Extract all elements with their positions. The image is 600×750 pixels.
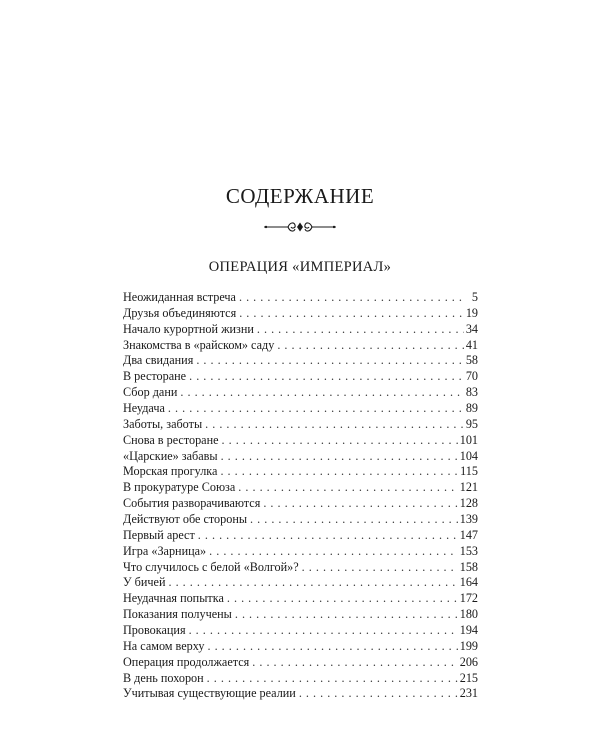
toc-entry-page: 5 (471, 290, 478, 304)
toc-leader-dots (207, 671, 458, 687)
toc-entry[interactable] (123, 417, 478, 433)
toc-leader-dots (227, 591, 458, 607)
toc-leader-dots (209, 544, 458, 560)
toc-entry-title: «Царские» забавы (123, 448, 218, 463)
toc-leader-dots (299, 686, 458, 702)
toc-entry-page: 199 (459, 638, 478, 653)
toc-entry-page: 95 (465, 416, 478, 431)
toc-entry-page: 121 (459, 480, 478, 495)
toc-entry-title: Сбор дани (123, 385, 178, 400)
toc-entry-page: 41 (465, 337, 478, 352)
toc-entry-title: Неожиданная встреча (123, 290, 236, 304)
toc-entry-page: 194 (459, 623, 478, 638)
toc-leader-dots (196, 353, 464, 369)
toc-leader-dots (198, 528, 458, 544)
toc-entry-title: Показания получены (123, 607, 232, 622)
toc-entry-title: В прокуратуре Союза (123, 480, 236, 495)
toc-entry-title: Неудачная попытка (123, 591, 224, 606)
toc-entry-title: Снова в ресторане (123, 432, 219, 447)
toc-entry-page: 89 (465, 401, 478, 416)
toc-entry-title: Учитывая существующие реалии (123, 686, 296, 701)
toc-entry-page: 101 (459, 432, 478, 447)
toc-entry-page: 58 (465, 353, 478, 368)
toc-entry-title: В ресторане (123, 369, 187, 384)
table-of-contents (123, 290, 478, 702)
toc-leader-dots (180, 385, 463, 401)
toc-leader-dots (302, 560, 458, 576)
toc-entry[interactable] (123, 480, 478, 496)
toc-entry-title: События разворачиваются (123, 496, 261, 511)
toc-entry-page: 104 (459, 448, 478, 463)
toc-entry[interactable] (123, 512, 478, 528)
toc-entry[interactable] (123, 449, 478, 465)
toc-entry-page: 34 (465, 321, 478, 336)
toc-entry-page: 115 (460, 464, 478, 479)
toc-entry-page: 172 (459, 591, 478, 606)
toc-entry-title: Первый арест (123, 527, 195, 542)
toc-leader-dots (239, 290, 466, 306)
toc-entry-title: Заботы, заботы (123, 416, 203, 431)
toc-entry[interactable] (123, 290, 478, 306)
toc-leader-dots (238, 480, 457, 496)
toc-entry[interactable] (123, 369, 478, 385)
toc-entry-page: 147 (459, 527, 478, 542)
toc-entry-title: Начало курортной жизни (123, 321, 254, 336)
toc-leader-dots (207, 639, 457, 655)
toc-entry[interactable] (123, 401, 478, 417)
toc-entry-page: 164 (459, 575, 478, 590)
toc-entry[interactable] (123, 591, 478, 607)
toc-entry[interactable] (123, 385, 478, 401)
toc-entry-page: 231 (459, 686, 478, 701)
toc-entry-title: У бичей (123, 575, 166, 590)
toc-entry[interactable] (123, 544, 478, 560)
toc-leader-dots (252, 655, 457, 671)
toc-leader-dots (277, 338, 464, 354)
toc-leader-dots (257, 322, 464, 338)
toc-entry[interactable] (123, 639, 478, 655)
toc-entry[interactable] (123, 464, 478, 480)
toc-entry-page: 158 (459, 559, 478, 574)
toc-entry[interactable] (123, 496, 478, 512)
toc-leader-dots (250, 512, 458, 528)
toc-leader-dots (263, 496, 457, 512)
toc-entry-title: В день похорон (123, 670, 204, 685)
toc-entry-title: Два свидания (123, 353, 194, 368)
toc-entry-page: 206 (459, 654, 478, 669)
toc-entry[interactable] (123, 433, 478, 449)
toc-leader-dots (222, 433, 458, 449)
toc-entry[interactable] (123, 686, 478, 702)
toc-entry-page: 83 (465, 385, 478, 400)
toc-entry-title: Провокация (123, 623, 186, 638)
toc-entry-page: 180 (459, 607, 478, 622)
toc-entry[interactable] (123, 671, 478, 687)
toc-entry[interactable] (123, 560, 478, 576)
toc-entry-page: 139 (459, 512, 478, 527)
toc-entry-page: 153 (459, 543, 478, 558)
toc-entry[interactable] (123, 322, 478, 338)
toc-entry-title: Друзья объединяются (123, 305, 237, 320)
toc-leader-dots (239, 306, 464, 322)
toc-entry-title: На самом верху (123, 638, 205, 653)
toc-entry[interactable] (123, 528, 478, 544)
toc-leader-dots (205, 417, 464, 433)
toc-entry-title: Неудача (123, 401, 165, 416)
toc-entry-page: 70 (465, 369, 478, 384)
toc-entry-page: 128 (459, 496, 478, 511)
toc-entry[interactable] (123, 353, 478, 369)
toc-entry-title: Игра «Зарница» (123, 543, 207, 558)
toc-entry[interactable] (123, 338, 478, 354)
toc-entry-title: Морская прогулка (123, 464, 218, 479)
toc-entry[interactable] (123, 575, 478, 591)
toc-entry-page: 19 (465, 305, 478, 320)
page-title: СОДЕРЖАНИЕ (225, 184, 375, 208)
toc-entry[interactable] (123, 306, 478, 322)
decorative-flourish-icon (262, 219, 338, 235)
toc-entry[interactable] (123, 607, 478, 623)
toc-entry-title: Операция продолжается (123, 654, 250, 669)
toc-leader-dots (189, 623, 458, 639)
toc-leader-dots (235, 607, 458, 623)
toc-entry[interactable] (123, 655, 478, 671)
toc-entry-title: Что случилось с белой «Волгой»? (123, 559, 299, 574)
toc-entry[interactable] (123, 623, 478, 639)
toc-leader-dots (168, 575, 457, 591)
toc-leader-dots (220, 464, 458, 480)
toc-entry-title: Знакомства в «райском» саду (123, 337, 275, 352)
toc-leader-dots (168, 401, 464, 417)
toc-leader-dots (221, 449, 458, 465)
section-title: ОПЕРАЦИЯ «ИМПЕРИАЛ» (208, 259, 392, 275)
toc-entry-title: Действуют обе стороны (123, 512, 248, 527)
toc-entry-page: 215 (459, 670, 478, 685)
toc-leader-dots (189, 369, 464, 385)
